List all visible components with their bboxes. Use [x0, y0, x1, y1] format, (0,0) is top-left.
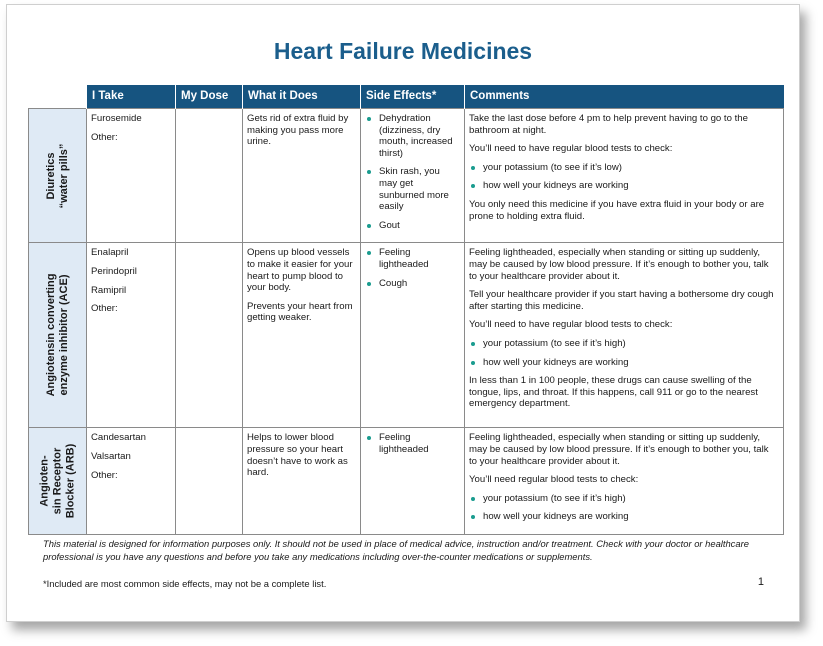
comment-text: You’ll need regular blood tests to check: [469, 474, 639, 486]
side-effect-item: Dehydration (dizziness, dry mouth, increased thirst) [365, 113, 460, 159]
side-effect-item: Feeling lightheaded [365, 247, 460, 270]
comment-text: You’ll need to have regular blood tests to check: [469, 319, 673, 331]
side-effects-cell [361, 243, 465, 428]
what-it-does-text: Helps to lower blood pressure so your heart doesn’t have to work as hard. [247, 432, 348, 479]
drug-class-line: Angioten- [38, 455, 50, 507]
drug-name: Other: [91, 469, 118, 481]
side-effects-list [365, 432, 460, 455]
drug-class-cell [29, 428, 87, 535]
drug-class-label [38, 444, 77, 519]
drug-name: Perindopril [91, 265, 137, 277]
comment-bullet: how well your kidneys are working [469, 511, 779, 523]
drug-name: Valsartan [91, 450, 131, 462]
drug-class-line: Blocker (ARB) [64, 443, 76, 519]
header-corner [29, 85, 87, 109]
comment-bullet: how well your kidneys are working [469, 180, 779, 192]
what-it-does-text: Prevents your heart from getting weaker. [247, 300, 353, 324]
comments-list [469, 162, 779, 192]
my-dose-cell [176, 243, 243, 428]
drug-class-label [45, 274, 71, 397]
drug-class-cell [29, 109, 87, 243]
comment-bullet: your potassium (to see if it’s high) [469, 493, 779, 505]
my-dose-cell [176, 109, 243, 243]
comment-text: Tell your healthcare provider if you start having a bothersome dry cough after starting this medicine. [469, 289, 774, 312]
comment-text: You’ll need to have regular blood tests to check: [469, 143, 673, 155]
table-row [29, 109, 784, 243]
what-it-does-cell [243, 109, 361, 243]
comment-bullet: your potassium (to see if it’s low) [469, 162, 779, 174]
side-effects-cell [361, 428, 465, 535]
side-effects-list [365, 113, 460, 231]
header-my-dose: My Dose [176, 85, 243, 109]
what-it-does-text: Opens up blood vessels to make it easier for your heart to pump blood to your body. [247, 247, 353, 294]
table-header-row [29, 85, 784, 109]
side-effects-cell [361, 109, 465, 243]
page-number: 1 [757, 576, 764, 588]
comment-bullet: your potassium (to see if it’s high) [469, 338, 779, 350]
i-take-cell [87, 109, 176, 243]
what-it-does-cell [243, 428, 361, 535]
drug-class-line: “water pills” [57, 143, 70, 209]
comment-text: You only need this medicine if you have extra fluid in your body or are prone to holding extra fluid. [469, 198, 765, 222]
drug-name: Enalapril [91, 247, 129, 259]
comment-text: Feeling lightheaded, especially when standing or sitting up suddenly, may be caused by low blood pressure. If it’s enough to bother you, talk to your healthcare provider about it. [469, 247, 769, 282]
drug-name: Furosemide [91, 113, 142, 124]
drug-class-line: sin Receptor [51, 447, 63, 515]
comment-text: In less than 1 in 100 people, these drugs can cause swelling of the tongue, lips, and throat. If this happens, call 911 or go to the nearest emergency department. [469, 375, 758, 410]
drug-name: Other: [91, 303, 118, 315]
header-side-effects: Side Effects* [361, 85, 465, 109]
i-take-cell [87, 243, 176, 428]
comments-cell [465, 428, 784, 535]
drug-class-line: Angiotensin converting [44, 273, 57, 397]
header-what-it-does: What it Does [243, 85, 361, 109]
drug-name: Other: [91, 131, 118, 143]
comments-list [469, 493, 779, 523]
my-dose-cell [176, 428, 243, 535]
document-page [6, 4, 800, 622]
table-row [29, 428, 784, 535]
drug-class-cell [29, 243, 87, 428]
header-i-take: I Take [87, 85, 176, 109]
drug-name: Candesartan [91, 432, 146, 444]
disclaimer: This material is designed for information purposes only. It should not be used in place of medical advice, instruction and/or treatment. Check with your doctor or healthcare professional is you have any questions and before you take any medications including over-the-counter medications or supplements. [43, 538, 749, 562]
comments-cell [465, 109, 784, 243]
footnote: *Included are most common side effects, may not be a complete list. [43, 578, 327, 589]
drug-name: Ramipril [91, 284, 127, 296]
comment-text: Take the last dose before 4 pm to help prevent having to go to the bathroom at night. [469, 113, 748, 136]
drug-class-line: enzyme inhibitor (ACE) [57, 274, 70, 396]
comment-bullet: how well your kidneys are working [469, 357, 779, 369]
medicine-table [28, 85, 784, 535]
drug-class-line: Diuretics [44, 152, 57, 200]
table-row [29, 243, 784, 428]
side-effect-item: Feeling lightheaded [365, 432, 460, 455]
comments-cell [465, 243, 784, 428]
side-effect-item: Cough [365, 278, 460, 290]
side-effect-item: Gout [365, 220, 460, 232]
what-it-does-text: Gets rid of extra fluid by making you pass more urine. [247, 113, 349, 148]
side-effect-item: Skin rash, you may get sunburned more easily [365, 166, 460, 212]
header-comments: Comments [465, 85, 784, 109]
comment-text: Feeling lightheaded, especially when standing or sitting up suddenly, may be caused by low blood pressure. If it’s enough to bother you, talk to your healthcare provider about it. [469, 432, 769, 467]
what-it-does-cell [243, 243, 361, 428]
comments-list [469, 338, 779, 368]
page-title: Heart Failure Medicines [273, 38, 533, 64]
i-take-cell [87, 428, 176, 535]
drug-class-label [45, 143, 71, 208]
side-effects-list [365, 247, 460, 289]
